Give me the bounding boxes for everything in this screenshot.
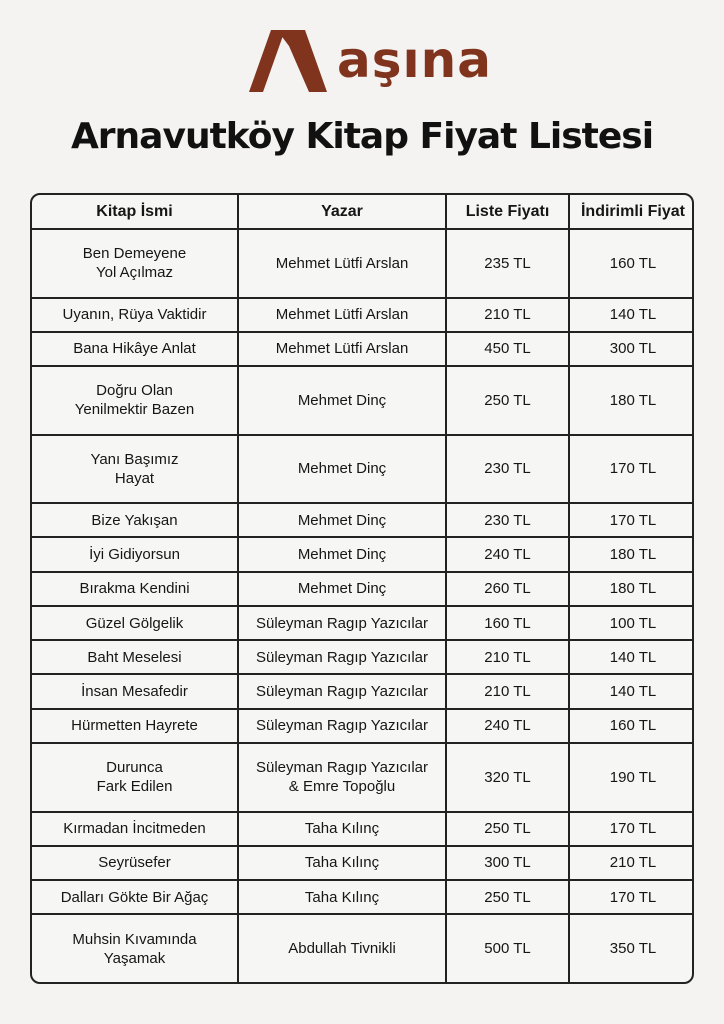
book-name-text: Kırmadan İncitmeden (63, 820, 206, 838)
author-name-text: Mehmet Dinç (297, 460, 387, 478)
author-name (238, 880, 446, 914)
list-price (446, 914, 569, 982)
list-price (446, 229, 569, 298)
price-table (30, 193, 694, 984)
discount-price-text: 170 TL (609, 820, 657, 838)
table-row (32, 674, 694, 708)
list-price-text: 240 TL (484, 546, 531, 564)
book-name-text: Bize Yakışan (91, 511, 178, 529)
header-book: Kitap İsmi (32, 195, 238, 229)
table-row (32, 572, 694, 606)
table-row (32, 298, 694, 332)
list-price-text: 235 TL (484, 254, 531, 272)
discount-price (569, 537, 694, 571)
discount-price-text: 180 TL (609, 546, 657, 564)
table-row (32, 229, 694, 298)
brand-logo (245, 28, 492, 94)
list-price (446, 846, 569, 880)
table-row (32, 435, 694, 504)
book-name (32, 880, 238, 914)
table-row (32, 503, 694, 537)
brand-logo-icon (245, 28, 335, 94)
author-name (238, 812, 446, 846)
author-name-text: Mehmet Lütfi Arslan (275, 254, 409, 272)
author-name (238, 332, 446, 366)
book-name (32, 846, 238, 880)
discount-price (569, 640, 694, 674)
author-name-text: Süleyman Ragıp Yazıcılar (255, 683, 429, 701)
book-name (32, 229, 238, 298)
discount-price-text: 180 TL (609, 580, 657, 598)
table-row (32, 606, 694, 640)
table-row (32, 537, 694, 571)
book-name-text: Güzel Gölgelik (85, 614, 184, 632)
discount-price-text: 140 TL (609, 648, 657, 666)
list-price (446, 366, 569, 435)
discount-price-text: 300 TL (609, 340, 657, 358)
list-price (446, 606, 569, 640)
author-name-text: Mehmet Lütfi Arslan (275, 340, 409, 358)
author-name-text: Süleyman Ragıp Yazıcılar (255, 717, 429, 735)
list-price-text: 230 TL (484, 511, 531, 529)
author-name (238, 606, 446, 640)
discount-price-text: 140 TL (609, 306, 657, 324)
discount-price-text: 180 TL (609, 391, 657, 409)
book-name (32, 332, 238, 366)
book-name-text: Seyrüsefer (98, 854, 171, 872)
author-name-text: Süleyman Ragıp Yazıcılar (255, 648, 429, 666)
table-row (32, 846, 694, 880)
discount-price-text: 100 TL (609, 614, 657, 632)
list-price-text: 230 TL (484, 460, 531, 478)
book-name (32, 606, 238, 640)
discount-price (569, 914, 694, 982)
author-name-text: Mehmet Lütfi Arslan (275, 306, 409, 324)
discount-price (569, 229, 694, 298)
list-price-text: 500 TL (484, 940, 531, 958)
book-name (32, 743, 238, 812)
discount-price-text: 210 TL (609, 854, 657, 872)
author-name-text: Abdullah Tivnikli (288, 940, 396, 958)
list-price (446, 298, 569, 332)
author-name-text: Süleyman Ragıp Yazıcılar (255, 614, 429, 632)
discount-price (569, 572, 694, 606)
table-row (32, 812, 694, 846)
author-name-text: Mehmet Dinç (297, 546, 387, 564)
list-price-text: 260 TL (484, 580, 531, 598)
discount-price (569, 366, 694, 435)
book-name (32, 435, 238, 504)
discount-price-text: 170 TL (609, 460, 657, 478)
discount-price (569, 606, 694, 640)
list-price-text: 250 TL (484, 888, 531, 906)
book-name-text: Bana Hikâye Anlat (73, 340, 196, 358)
book-name-text: İyi Gidiyorsun (89, 546, 180, 564)
book-name (32, 366, 238, 435)
discount-price (569, 846, 694, 880)
discount-price-text: 140 TL (609, 683, 657, 701)
list-price (446, 537, 569, 571)
list-price-text: 210 TL (484, 683, 531, 701)
discount-price (569, 709, 694, 743)
author-name (238, 640, 446, 674)
table-row (32, 640, 694, 674)
author-name-text: Mehmet Dinç (297, 580, 387, 598)
header-discount-price: İndirimli Fiyat (569, 195, 694, 229)
discount-price (569, 674, 694, 708)
discount-price (569, 743, 694, 812)
book-name-text: Uyanın, Rüya Vaktidir (62, 306, 207, 324)
list-price (446, 812, 569, 846)
author-name-text: Mehmet Dinç (297, 511, 387, 529)
list-price-text: 250 TL (484, 391, 531, 409)
book-name (32, 812, 238, 846)
book-name (32, 298, 238, 332)
book-name-text: Dalları Gökte Bir Ağaç (60, 888, 209, 906)
discount-price-text: 170 TL (609, 888, 657, 906)
discount-price (569, 332, 694, 366)
discount-price-text: 190 TL (609, 768, 657, 786)
list-price-text: 320 TL (484, 768, 531, 786)
list-price (446, 880, 569, 914)
author-name (238, 914, 446, 982)
list-price-text: 300 TL (484, 854, 531, 872)
list-price-text: 450 TL (484, 340, 531, 358)
header-list-price: Liste Fiyatı (446, 195, 569, 229)
author-name (238, 709, 446, 743)
book-name (32, 914, 238, 982)
table-row (32, 743, 694, 812)
list-price (446, 709, 569, 743)
discount-price-text: 160 TL (609, 717, 657, 735)
discount-price (569, 503, 694, 537)
book-name-text: Hürmetten Hayrete (71, 717, 198, 735)
table-row (32, 332, 694, 366)
author-name (238, 537, 446, 571)
table-row (32, 709, 694, 743)
author-name (238, 366, 446, 435)
author-name (238, 572, 446, 606)
table-header-row (32, 195, 694, 229)
book-name-text: Bırakma Kendini (79, 580, 190, 598)
list-price (446, 503, 569, 537)
author-name (238, 298, 446, 332)
list-price-text: 210 TL (484, 648, 531, 666)
table-row (32, 366, 694, 435)
brand-name: aşına (337, 31, 492, 89)
author-name-text: Süleyman Ragıp Yazıcılar & Emre Topoğlu (255, 759, 429, 796)
book-name-text: Durunca Fark Edilen (96, 759, 173, 796)
book-name (32, 572, 238, 606)
book-name (32, 709, 238, 743)
list-price (446, 640, 569, 674)
list-price-text: 210 TL (484, 306, 531, 324)
book-name (32, 674, 238, 708)
book-name-text: Muhsin Kıvamında Yaşamak (72, 930, 197, 967)
table-row (32, 914, 694, 982)
discount-price (569, 435, 694, 504)
discount-price (569, 298, 694, 332)
book-name-text: Doğru Olan Yenilmektir Bazen (74, 382, 195, 419)
author-name-text: Mehmet Dinç (297, 391, 387, 409)
book-name-text: Ben Demeyene Yol Açılmaz (82, 245, 187, 282)
book-name (32, 537, 238, 571)
book-name (32, 640, 238, 674)
author-name (238, 743, 446, 812)
list-price (446, 332, 569, 366)
book-name (32, 503, 238, 537)
discount-price-text: 160 TL (609, 254, 657, 272)
author-name-text: Taha Kılınç (304, 854, 380, 872)
discount-price (569, 880, 694, 914)
author-name-text: Taha Kılınç (304, 820, 380, 838)
discount-price-text: 170 TL (609, 511, 657, 529)
author-name (238, 846, 446, 880)
discount-price (569, 812, 694, 846)
list-price-text: 250 TL (484, 820, 531, 838)
book-name-text: Baht Meselesi (87, 648, 182, 666)
list-price-text: 240 TL (484, 717, 531, 735)
table-row (32, 880, 694, 914)
author-name (238, 229, 446, 298)
list-price-text: 160 TL (484, 614, 531, 632)
list-price (446, 435, 569, 504)
author-name (238, 435, 446, 504)
list-price (446, 674, 569, 708)
book-name-text: İnsan Mesafedir (81, 683, 188, 701)
list-price (446, 572, 569, 606)
page-title: Arnavutköy Kitap Fiyat Listesi (70, 116, 654, 157)
author-name (238, 674, 446, 708)
header-author: Yazar (238, 195, 446, 229)
author-name-text: Taha Kılınç (304, 888, 380, 906)
author-name (238, 503, 446, 537)
discount-price-text: 350 TL (609, 940, 657, 958)
list-price (446, 743, 569, 812)
book-name-text: Yanı Başımız Hayat (90, 450, 179, 487)
